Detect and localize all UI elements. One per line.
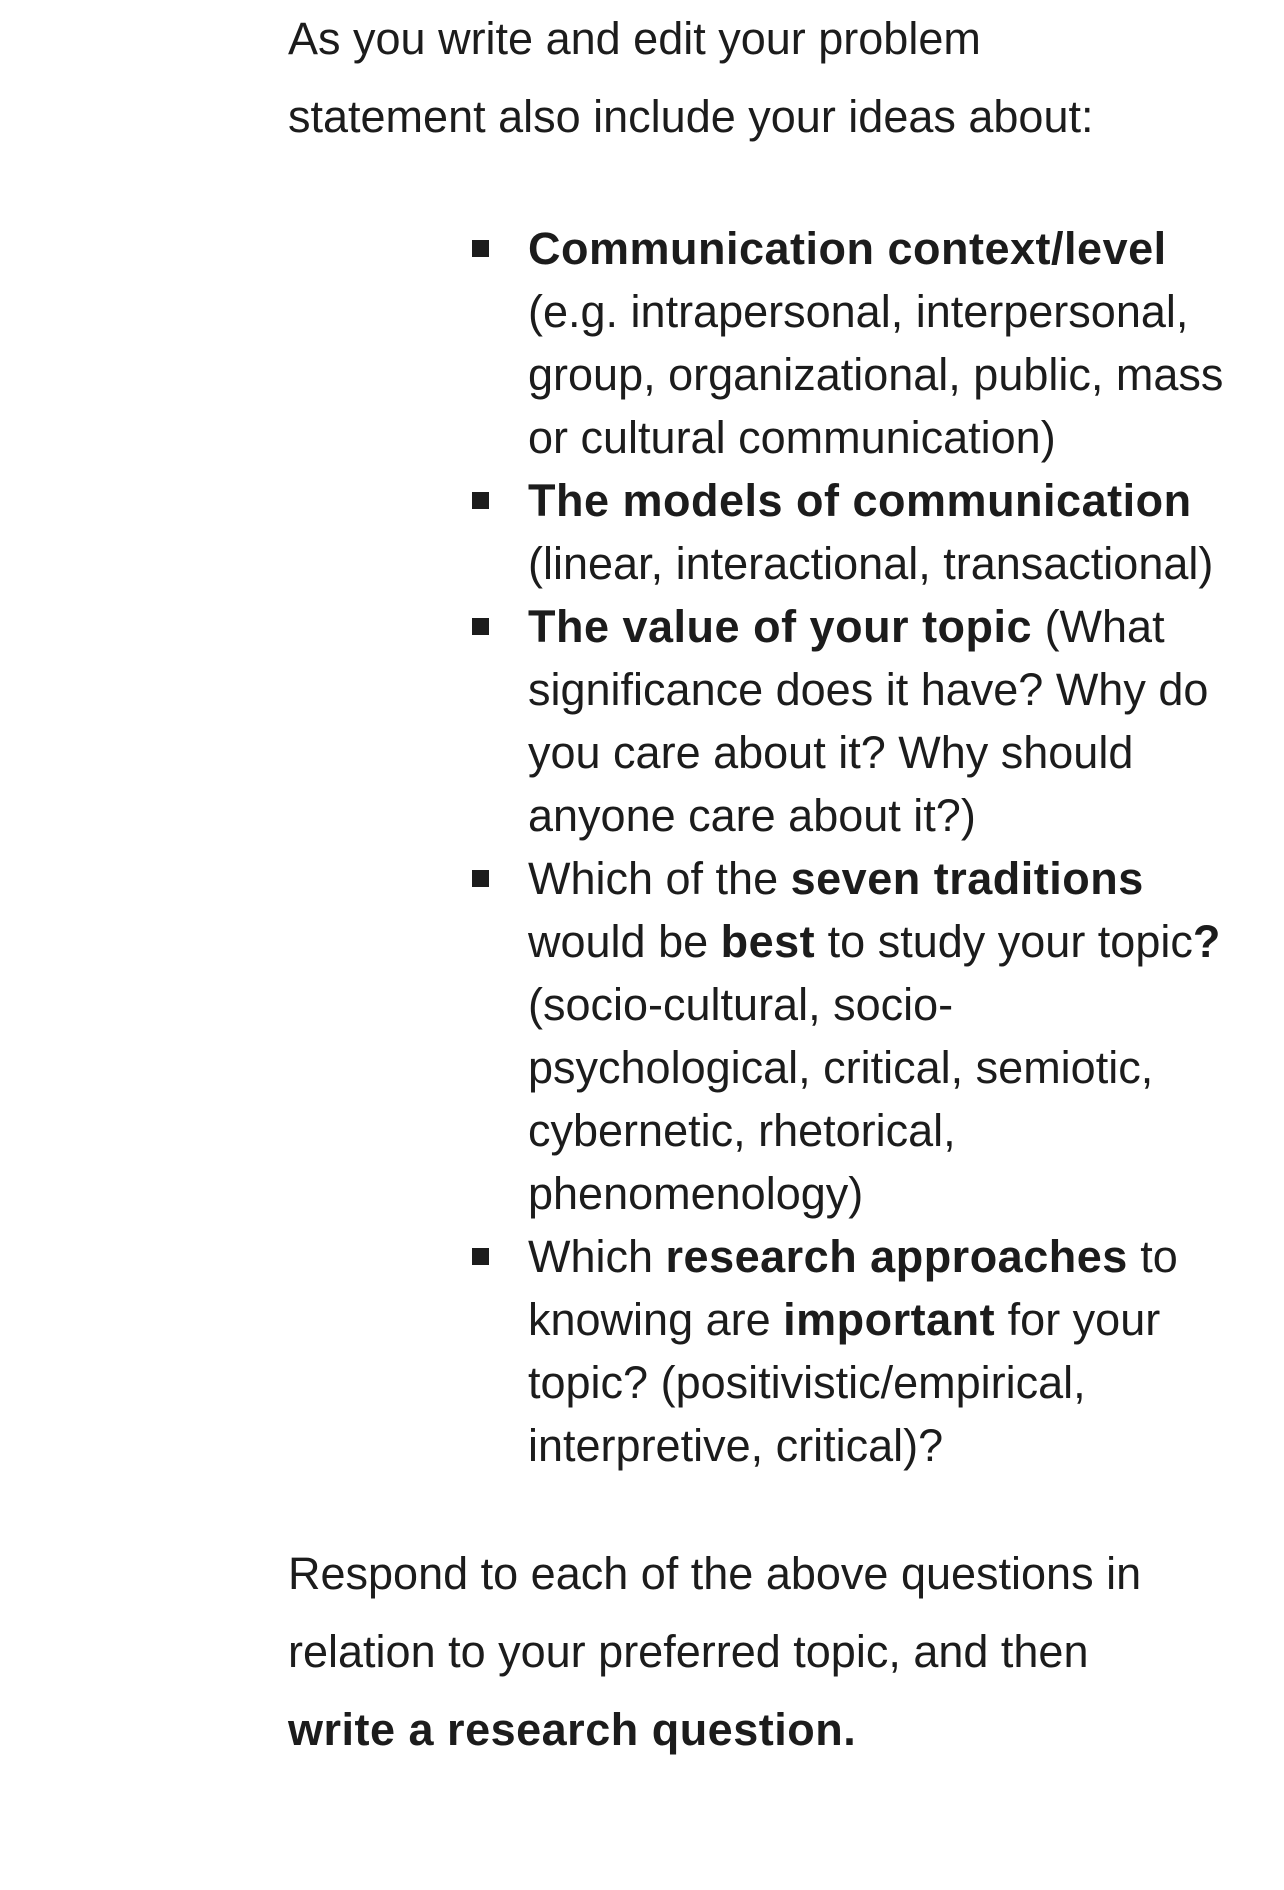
item-text: (What significance does it have? Why do you care about it? Why should anyone care about it?): [528, 601, 1209, 841]
intro-paragraph: As you write and edit your problem statement also include your ideas about:: [288, 13, 1094, 142]
item-text: Which: [528, 1231, 666, 1282]
bold-term: best: [720, 916, 816, 967]
bold-term: The value of your topic: [528, 601, 1033, 652]
outro-text: Respond to each of the above questions in relation to your preferred topic, and then: [288, 1548, 1142, 1677]
list-item-value-of-topic: [528, 595, 1228, 847]
item-text: for your topic? (positivistic/empirical, interpretive, critical)?: [528, 1294, 1161, 1471]
outro-bold-instruction: write a research question.: [288, 1704, 857, 1755]
item-text: to knowing are: [528, 1231, 1178, 1345]
square-bullet-icon: [472, 870, 489, 887]
item-text: (linear, interactional, transactional): [528, 538, 1214, 589]
item-text: (socio-cultural, socio-psychological, critical, semiotic, cybernetic, rhetorical, phenomenology): [528, 979, 1154, 1219]
outro-paragraph: [288, 1535, 1208, 1769]
item-text: (e.g. intrapersonal, interpersonal, group, organizational, public, mass or cultural communication): [528, 286, 1224, 463]
square-bullet-icon: [472, 240, 489, 257]
list-item-models: [528, 469, 1228, 595]
bold-term: important: [783, 1294, 996, 1345]
bold-term: Communication context/level: [528, 223, 1167, 274]
ideas-list: [288, 217, 1228, 1477]
item-text: to study your topic: [815, 916, 1193, 967]
bold-term: The models of communication: [528, 475, 1192, 526]
item-text: would be: [528, 916, 721, 967]
list-item-communication-context: [528, 217, 1228, 469]
bold-term: research approaches: [665, 1231, 1128, 1282]
list-item-seven-traditions: [528, 847, 1228, 1225]
list-item-research-approaches: [528, 1225, 1228, 1477]
square-bullet-icon: [472, 1248, 489, 1265]
document-content: [288, 0, 1228, 1769]
bold-term: ?: [1192, 916, 1221, 967]
square-bullet-icon: [472, 492, 489, 509]
bold-term: seven traditions: [790, 853, 1144, 904]
square-bullet-icon: [472, 618, 489, 635]
item-text: Which of the: [528, 853, 791, 904]
